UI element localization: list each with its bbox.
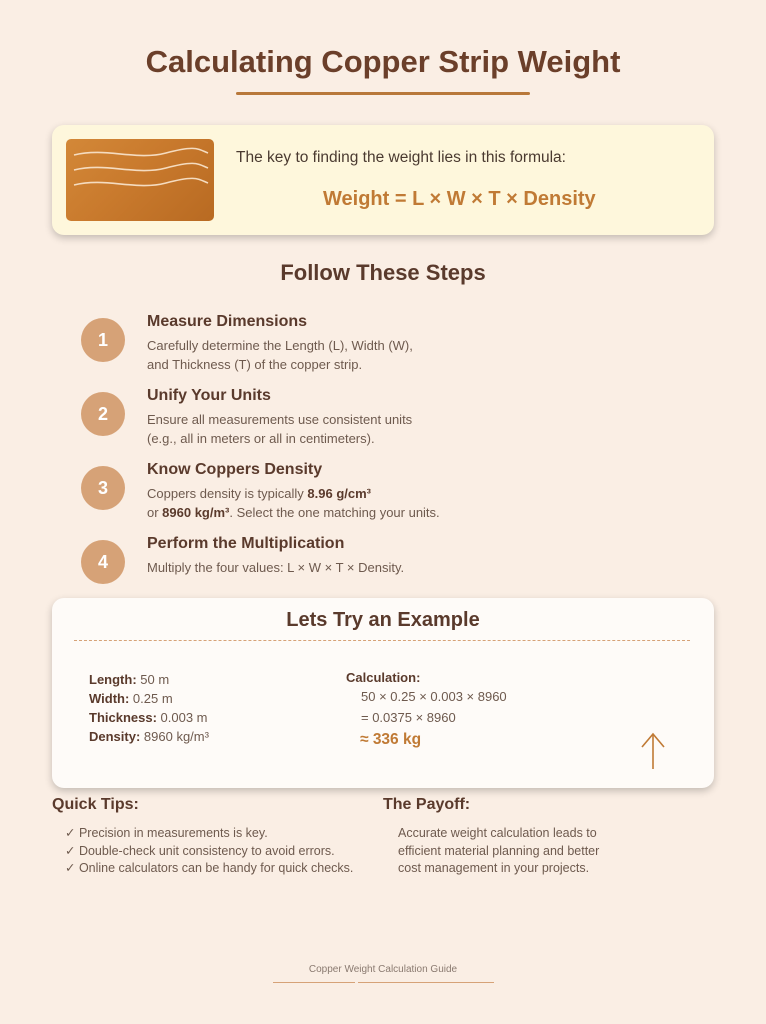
step-description: Carefully determine the Length (L), Width (W), and Thickness (T) of the copper strip. [147, 338, 413, 372]
given-density: Density: 8960 kg/m³ [89, 729, 209, 744]
footer-rule [358, 982, 494, 983]
given-length: Length: 50 m [89, 672, 170, 687]
formula-intro: The key to finding the weight lies in this formula: [236, 149, 566, 166]
step-description: Coppers density is typically 8.96 g/cm³ or 8960 kg/m³. Select the one matching your units. [147, 486, 440, 520]
calculation-line-2: = 0.0375 × 8960 [361, 710, 456, 725]
payoff-heading: The Payoff: [383, 796, 471, 813]
tip-item: ✓ Double-check unit consistency to avoid errors. [65, 843, 335, 858]
step-number: 1 [81, 318, 125, 362]
formula: Weight = L × W × T × Density [323, 188, 596, 210]
footer-rule [273, 982, 355, 983]
footer-text: Copper Weight Calculation Guide [308, 964, 458, 975]
quick-tips-list [65, 825, 353, 878]
quick-tips-heading: Quick Tips: [52, 796, 139, 813]
step-title: Know Coppers Density [147, 461, 323, 478]
page-title: Calculating Copper Strip Weight [145, 44, 621, 79]
payoff-text: Accurate weight calculation leads to efficient material planning and better cost management in your projects. [398, 826, 600, 875]
step-description: Ensure all measurements use consistent units (e.g., all in meters or all in centimeters). [147, 412, 413, 446]
example-card [52, 598, 714, 788]
density-gcm3: 8.96 g/cm³ [307, 486, 371, 501]
example-divider [74, 640, 690, 641]
title-underline [236, 92, 530, 95]
copper-strip-image [66, 139, 214, 221]
step-description: Multiply the four values: L × W × T × Density. [147, 560, 405, 575]
step-number: 4 [81, 540, 125, 584]
density-kgm3: 8960 kg/m³ [162, 505, 230, 520]
example-calculation [346, 670, 507, 749]
example-title: Lets Try an Example [286, 609, 480, 631]
tip-item: ✓ Precision in measurements is key. [65, 826, 268, 840]
arrow-up-icon [640, 731, 666, 771]
calculation-label: Calculation: [346, 670, 421, 685]
calculation-line-1: 50 × 0.25 × 0.003 × 8960 [361, 689, 507, 704]
step-number: 2 [81, 392, 125, 436]
step-title: Unify Your Units [147, 387, 271, 404]
calculation-result: ≈ 336 kg [360, 731, 422, 748]
step-number: 3 [81, 466, 125, 510]
step-title: Measure Dimensions [147, 313, 308, 330]
given-width: Width: 0.25 m [89, 691, 173, 706]
formula-card [52, 125, 714, 235]
example-given [89, 670, 209, 746]
tip-item: ✓ Online calculators can be handy for quick checks. [65, 861, 354, 875]
steps-heading: Follow These Steps [280, 260, 486, 285]
step-title: Perform the Multiplication [147, 535, 345, 552]
given-thickness: Thickness: 0.003 m [89, 710, 208, 725]
